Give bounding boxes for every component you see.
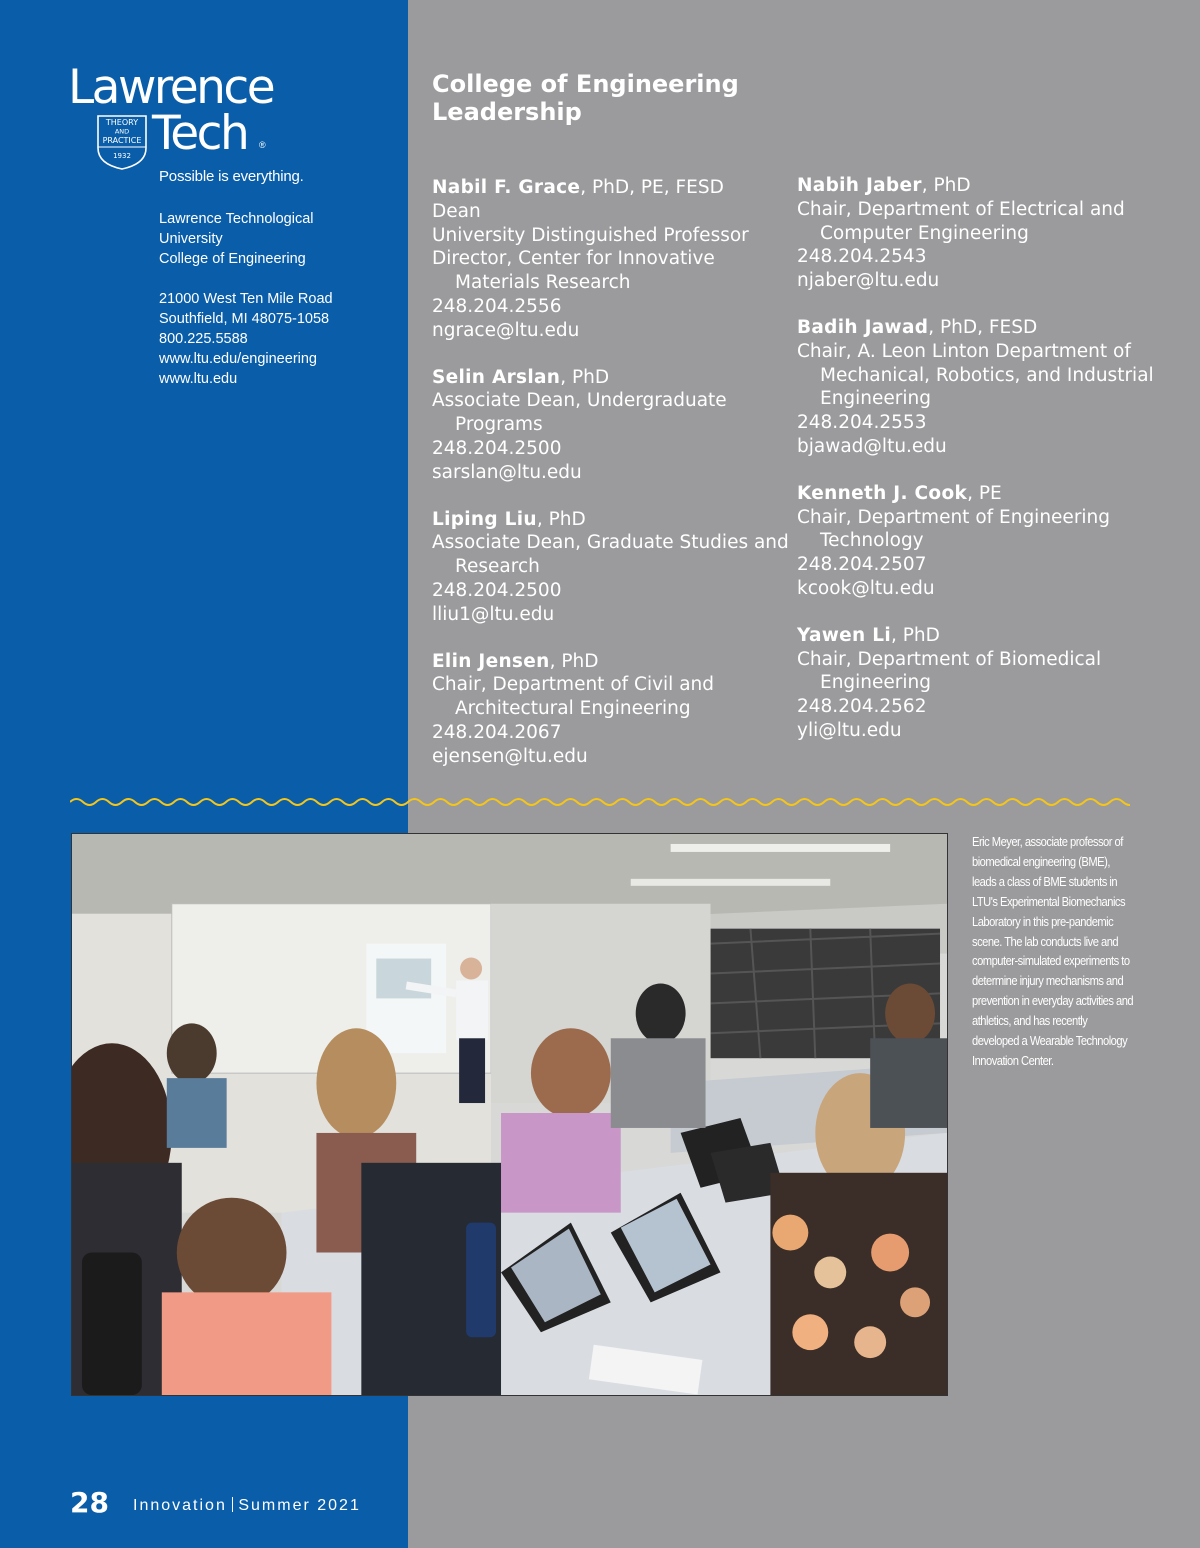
leader-credentials: , PhD, PE, FESD: [580, 177, 724, 198]
engineering-website-link[interactable]: www.ltu.edu/engineering: [159, 351, 317, 367]
seal-text: PRACTICE: [102, 136, 142, 145]
registered-mark-icon: ®: [259, 140, 266, 150]
leadership-column-right: [797, 174, 1157, 766]
logo-wordmark-line1: Lawrence: [68, 60, 274, 115]
leader-phone: 248.204.2553: [797, 412, 927, 434]
phone-number: 800.225.5588: [159, 331, 248, 347]
university-website-link[interactable]: www.ltu.edu: [159, 371, 238, 387]
leader-title: Chair, Department of Electrical and Computer Engineering: [797, 198, 1125, 244]
leader-name: Liping Liu: [432, 508, 537, 530]
leader-entry: [797, 316, 1157, 459]
leader-name: Elin Jensen: [432, 650, 550, 672]
address-line: College of Engineering: [159, 251, 306, 267]
leader-name: Selin Arslan: [432, 366, 561, 388]
leader-phone: 248.204.2543: [797, 246, 927, 268]
city-state-zip: Southfield, MI 48075-1058: [159, 311, 330, 327]
tagline: Possible is everything.: [159, 168, 304, 185]
seal-text: 1932: [113, 152, 131, 160]
separator-bar: [232, 1497, 234, 1512]
leader-email-link[interactable]: lliu1@ltu.edu: [432, 603, 555, 625]
page-number: 28: [70, 1486, 109, 1519]
leader-heading: [432, 650, 792, 674]
leader-email-link[interactable]: ejensen@ltu.edu: [432, 745, 588, 767]
leader-email-link[interactable]: bjawad@ltu.edu: [797, 435, 947, 457]
leader-name: Kenneth J. Cook: [797, 482, 968, 504]
leadership-column-left: [432, 176, 792, 792]
leader-heading: [432, 176, 792, 200]
leader-title: Chair, Department of Biomedical Engineering: [797, 648, 1102, 694]
leader-email-link[interactable]: njaber@ltu.edu: [797, 270, 940, 292]
leader-heading: [797, 624, 1157, 648]
leader-entry: [432, 650, 792, 769]
publication-name: Innovation: [133, 1497, 227, 1514]
section-title: College of Engineering Leadership: [432, 70, 739, 126]
leader-title: Chair, A. Leon Linton Department of Mechanical, Robotics, and Industrial Engineering: [797, 340, 1154, 410]
address-line: Lawrence Technological: [159, 211, 314, 227]
leader-phone: 248.204.2507: [797, 554, 927, 576]
leader-name: Nabih Jaber: [797, 175, 922, 196]
issue-season: Summer 2021: [238, 1497, 361, 1514]
photo-caption: Eric Meyer, associate professor of biomedical engineering (BME), leads a class of BME students in LTU's Experimental Biomechanics Laboratory in this pre-pandemic scene. The lab conducts live and computer-simulated experiments to determine injury mechanisms and prevention in everyday activities and athletics, and has recently developed a Wearable Technology Innovation Center.: [972, 834, 1134, 1068]
leader-credentials: , PhD: [890, 624, 940, 646]
leader-title: Dean: [432, 200, 481, 222]
leader-credentials: , PhD: [921, 175, 971, 196]
leader-phone: 248.204.2500: [432, 437, 562, 459]
leader-entry: [432, 176, 792, 343]
address-line: University: [159, 231, 223, 247]
leader-heading: [797, 174, 1157, 198]
leader-credentials: , PhD: [536, 508, 586, 530]
leader-title: Chair, Department of Engineering Technology: [797, 506, 1111, 552]
leader-title: University Distinguished Professor: [432, 224, 749, 246]
leader-phone: 248.204.2500: [432, 579, 562, 601]
leader-credentials: , PhD: [560, 366, 610, 388]
issue-line: [133, 1497, 361, 1515]
leader-title: Chair, Department of Civil and Architectural Engineering: [432, 674, 714, 720]
leader-title: Director, Center for Innovative Materials Research: [432, 248, 715, 294]
leader-email-link[interactable]: kcook@ltu.edu: [797, 577, 935, 599]
leader-credentials: , PhD, FESD: [928, 316, 1038, 338]
leader-title: Associate Dean, Undergraduate Programs: [432, 390, 727, 436]
leader-phone: 248.204.2562: [797, 696, 927, 718]
seal-icon: [96, 114, 148, 170]
leader-heading: [797, 482, 1157, 506]
leader-entry: [797, 624, 1157, 743]
leader-entry: [432, 508, 792, 627]
leader-credentials: , PhD: [549, 650, 599, 672]
classroom-photo-illustration: [72, 834, 947, 1395]
leader-heading: [432, 366, 792, 390]
leader-name: Yawen Li: [797, 624, 891, 646]
leader-phone: 248.204.2067: [432, 721, 562, 743]
leader-phone: 248.204.2556: [432, 295, 562, 317]
leader-entry: [797, 482, 1157, 601]
leader-entry: [797, 174, 1157, 293]
leader-email-link[interactable]: yli@ltu.edu: [797, 719, 902, 741]
leader-title: Associate Dean, Graduate Studies and Research: [432, 532, 789, 578]
leader-email-link[interactable]: sarslan@ltu.edu: [432, 461, 582, 483]
leader-email-link[interactable]: ngrace@ltu.edu: [432, 319, 580, 341]
leader-name: Nabil F. Grace: [432, 177, 581, 198]
seal-text: THEORY: [105, 118, 139, 127]
classroom-photo: [71, 833, 948, 1396]
lawrence-tech-logo[interactable]: [68, 62, 308, 172]
street-address: 21000 West Ten Mile Road: [159, 291, 333, 307]
wave-divider: [70, 792, 1130, 812]
logo-wordmark-line2: Tech: [152, 106, 248, 161]
leader-name: Badih Jawad: [797, 316, 929, 338]
leader-credentials: , PE: [967, 482, 1002, 504]
leader-entry: [432, 366, 792, 485]
seal-text: AND: [114, 127, 130, 136]
address-block: [159, 209, 333, 389]
leader-heading: [797, 316, 1157, 340]
leader-heading: [432, 508, 792, 532]
